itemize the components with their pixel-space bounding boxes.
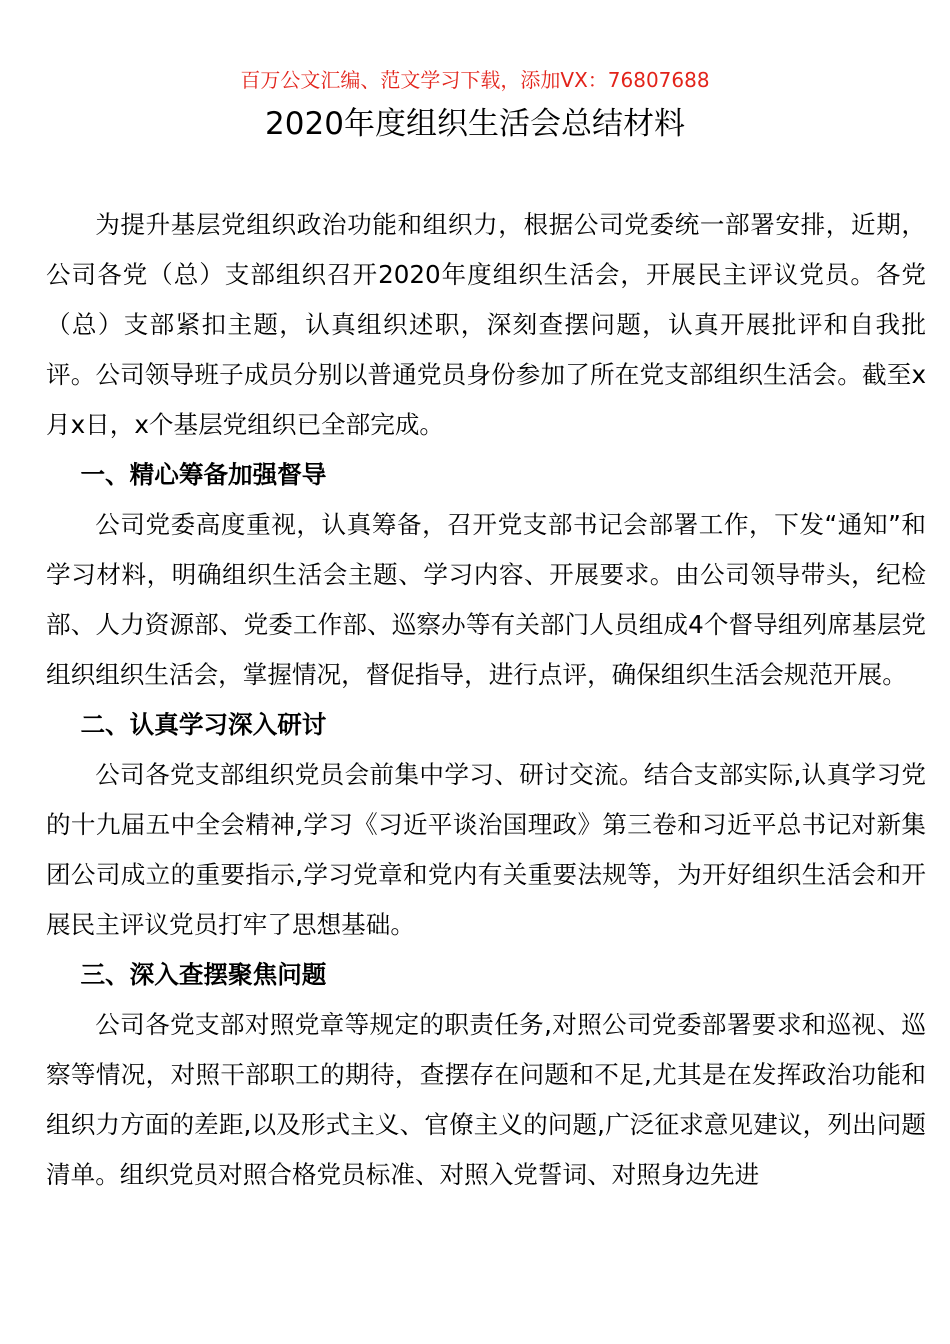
section-heading-1: 一、精心筹备加强督导 — [80, 460, 327, 489]
intro-paragraph: 为提升基层党组织政治功能和组织力，根据公司党委统一部署安排，近期，公司各党（总）支部组织召开2020年度组织生活会，开展民主评议党员。各党（总）支部紧扣主题，认真组织述职，深刻查摆问题，认真开展批评和自我批评。公司领导班子成员分别以普通党员身份参加了所在党支部组织生活会。截至x月x日，x个基层党组织已全部完成。 — [46, 210, 926, 439]
watermark-banner: 百万公文汇编、范文学习下载，添加VX：76807688 — [240, 68, 710, 92]
section-heading-2: 二、认真学习深入研讨 — [80, 710, 327, 739]
section-paragraph-2: 公司各党支部组织党员会前集中学习、研讨交流。结合支部实际,认真学习党的十九届五中全会精神,学习《习近平谈治国理政》第三卷和习近平总书记对新集团公司成立的重要指示,学习党章和党内有关重要法规等，为开好组织生活会和开展民主评议党员打牢了思想基础。 — [46, 760, 926, 939]
section-heading-3: 三、深入查摆聚焦问题 — [80, 960, 327, 989]
document-body — [46, 200, 926, 1200]
section-paragraph-3: 公司各党支部对照党章等规定的职责任务,对照公司党委部署要求和巡视、巡察等情况，对照干部职工的期待，查摆存在问题和不足,尤其是在发挥政治功能和组织力方面的差距,以及形式主义、官僚主义的问题,广泛征求意见建议，列出问题清单。组织党员对照合格党员标准、对照入党誓词、对照身边先进 — [46, 1010, 926, 1189]
section-paragraph-1: 公司党委高度重视，认真筹备，召开党支部书记会部署工作，下发“通知”和学习材料，明确组织生活会主题、学习内容、开展要求。由公司领导带头，纪检部、人力资源部、党委工作部、巡察办等有关部门人员组成4个督导组列席基层党组织组织生活会，掌握情况，督促指导，进行点评，确保组织生活会规范开展。 — [46, 510, 926, 689]
document-title: 2020年度组织生活会总结材料 — [265, 106, 685, 142]
